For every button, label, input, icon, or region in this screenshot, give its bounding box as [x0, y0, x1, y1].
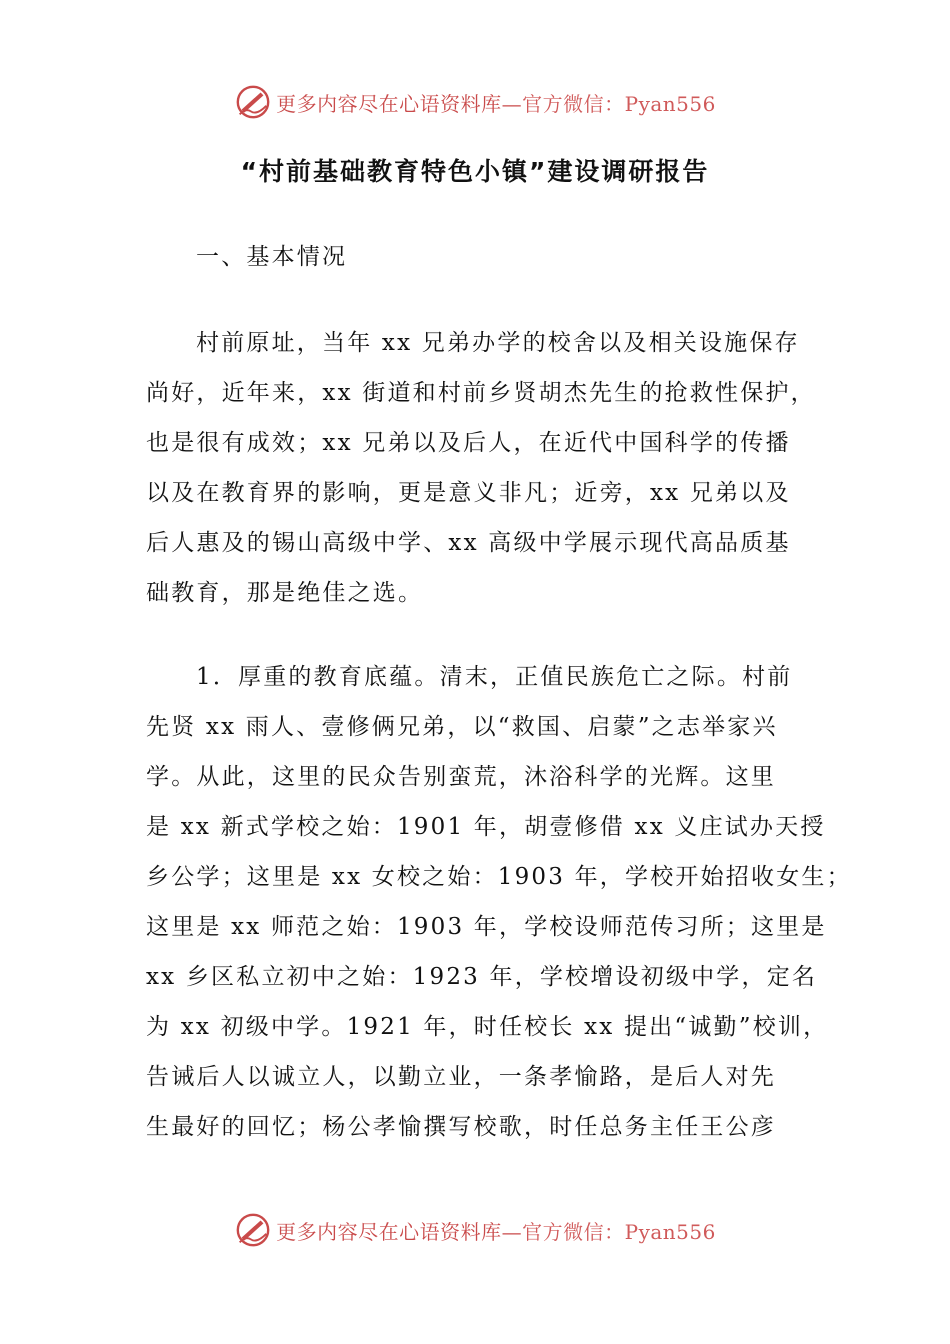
paragraph-line: 后人惠及的锡山高级中学、xx 高级中学展示现代高品质基 [146, 530, 791, 556]
paragraph-line: 这里是 xx 师范之始：1903 年，学校设师范传习所；这里是 [146, 914, 827, 940]
banner-text [276, 88, 716, 117]
paragraph-line: 1．厚重的教育底蕴。清末，正值民族危亡之际。村前 [196, 664, 793, 690]
banner-library-name: 更多内容尽在心语资料库 [276, 1219, 502, 1244]
banner-dash: — [501, 91, 523, 116]
paragraph-line: 告诫后人以诚立人，以勤立业，一条孝愉路，是后人对先 [146, 1064, 776, 1090]
banner-official-label: 官方微信： [522, 91, 625, 116]
banner-library-name: 更多内容尽在心语资料库 [276, 91, 502, 116]
banner-dash: — [501, 1219, 523, 1244]
banner-official-label: 官方微信： [522, 1219, 625, 1244]
paragraph-line: 村前原址，当年 xx 兄弟办学的校舍以及相关设施保存 [196, 330, 800, 356]
bottom-banner [0, 1210, 950, 1250]
paragraph-line: 乡公学；这里是 xx 女校之始：1903 年，学校开始招收女生； [146, 864, 852, 890]
paragraph-line: 生最好的回忆；杨公孝愉撰写校歌，时任总务主任王公彦 [146, 1114, 776, 1140]
paragraph-line: 为 xx 初级中学。1921 年，时任校长 xx 提出“诚勤”校训， [146, 1014, 829, 1040]
document-title: “村前基础教育特色小镇”建设调研报告 [240, 157, 710, 186]
paragraph-2 [146, 652, 852, 1152]
paragraph-line: 以及在教育界的影响，更是意义非凡；近旁，xx 兄弟以及 [146, 480, 791, 506]
banner-text [276, 1216, 716, 1245]
paragraph-line: 学。从此，这里的民众告别蛮荒，沐浴科学的光辉。这里 [146, 764, 776, 790]
paragraph-line: xx 乡区私立初中之始：1923 年，学校增设初级中学，定名 [146, 964, 818, 990]
paragraph-1 [146, 318, 816, 618]
paragraph-line: 础教育，那是绝佳之选。 [146, 580, 424, 606]
pen-circle-logo-icon [234, 1211, 272, 1249]
top-banner [0, 82, 950, 122]
section-heading: 一、基本情况 [196, 244, 348, 270]
paragraph-line: 尚好，近年来，xx 街道和村前乡贤胡杰先生的抢救性保护， [146, 380, 816, 406]
banner-wechat-id: Pyan556 [624, 1219, 716, 1244]
banner-wechat-id: Pyan556 [624, 91, 716, 116]
paragraph-line: 也是很有成效；xx 兄弟以及后人，在近代中国科学的传播 [146, 430, 791, 456]
paragraph-line: 是 xx 新式学校之始：1901 年，胡壹修借 xx 义庄试办天授 [146, 814, 826, 840]
paragraph-line: 先贤 xx 雨人、壹修俩兄弟，以“救国、启蒙”之志举家兴 [146, 714, 778, 740]
pen-circle-logo-icon [234, 83, 272, 121]
